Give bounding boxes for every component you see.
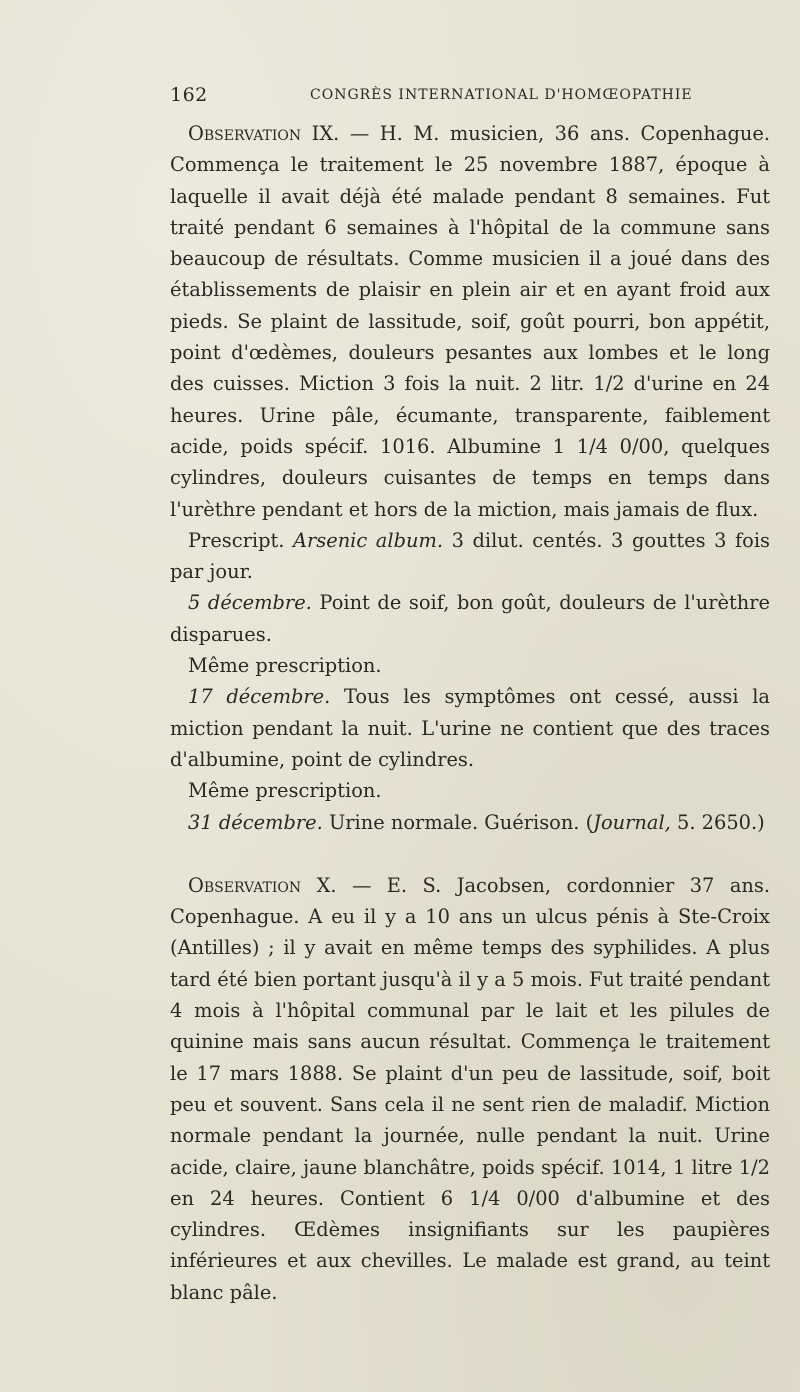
prescription-paragraph bbox=[170, 525, 770, 588]
observation-ix-paragraph bbox=[170, 118, 770, 525]
same-prescription-2-text: Même prescription. bbox=[188, 779, 382, 803]
entry-31-december-text: Urine normale. Guérison. ( bbox=[322, 810, 594, 834]
observation-ix-text: IX. — H. M. musicien, 36 ans. Copenhague. Commença le traitement le 25 novembre 1887, époque à laquelle il avait déjà été malade pendant 8 semaines. Fut traité pendant 6 semaines à l'hôpital de la commune sans beaucoup de résultats. Comme musicien il a joué dans des établissements de plaisir en plein air et en ayant froid aux pieds. Se plaint de lassitude, soif, goût pourri, bon appétit, point d'œdèmes, douleurs pesantes aux lombes et le long des cuisses. Miction 3 fois la nuit. 2 litr. 1/2 d'urine en 24 heures. Urine pâle, écumante, transparente, faiblement acide, poids spécif. 1016. Albumine 1 1/4 0/00, quelques cylindres, douleurs cuisantes de temps en temps dans l'urèthre pendant et hors de la miction, mais jamais de flux. bbox=[170, 122, 770, 521]
same-prescription-2 bbox=[170, 775, 770, 806]
entry-5-december-text: Point de soif, bon goût, douleurs de l'urèthre disparues. bbox=[170, 591, 771, 646]
journal-reference: Journal, bbox=[593, 810, 671, 834]
entry-5-december bbox=[170, 587, 770, 650]
observation-x-paragraph bbox=[170, 870, 770, 1308]
date-5-december: 5 décembre. bbox=[188, 591, 312, 615]
entry-17-december-text: Tous les symptômes ont cessé, aussi la miction pendant la nuit. L'urine ne contient que des traces d'albumine, point de cylindres. bbox=[170, 685, 770, 771]
remedy-name: Arsenic album. bbox=[293, 528, 444, 552]
running-title: CONGRÈS INTERNATIONAL D'HOMŒOPATHIE bbox=[310, 87, 693, 103]
observation-label: Observation bbox=[188, 122, 302, 145]
section-gap bbox=[170, 838, 770, 870]
observation-x-text: X. — E. S. Jacobsen, cordonnier 37 ans. Copenhague. A eu il y a 10 ans un ulcus pénis à Ste-Croix (Antilles) ; il y avait en même temps des syphilides. A plus tard été bien portant jusqu'à il y a 5 mois. Fut traité pendant 4 mois à l'hôpital communal par le lait et les pilules de quinine mais sans aucun résultat. Commença le traitement le 17 mars 1888. Se plaint d'un peu de lassitude, soif, boit peu et souvent. Sans cela il ne sent rien de maladif. Miction normale pendant la journée, nulle pendant la nuit. Urine acide, claire, jaune blanchâtre, poids spécif. 1014, 1 litre 1/2 en 24 heures. Contient 6 1/4 0/00 d'albumine et des cylindres. Œdèmes insignifiants sur les paupières inférieures et aux chevilles. Le malade est grand, au teint blanc pâle. bbox=[170, 873, 770, 1304]
journal-citation: 5. 2650.) bbox=[670, 810, 765, 834]
date-31-december: 31 décembre. bbox=[188, 810, 323, 834]
page-number: 162 bbox=[170, 84, 208, 106]
date-17-december: 17 décembre. bbox=[188, 685, 331, 709]
prescription-dosage: 3 dilut. centés. 3 gouttes 3 fois par jour. bbox=[170, 528, 770, 584]
body-text bbox=[170, 118, 770, 1308]
same-prescription-1-text: Même prescription. bbox=[188, 654, 382, 678]
same-prescription-1 bbox=[170, 650, 770, 681]
entry-31-december bbox=[170, 807, 770, 838]
observation-label: Observation bbox=[188, 873, 302, 897]
running-head bbox=[170, 84, 770, 106]
prescription-prefix: Prescript. bbox=[188, 528, 293, 552]
entry-17-december bbox=[170, 681, 770, 775]
